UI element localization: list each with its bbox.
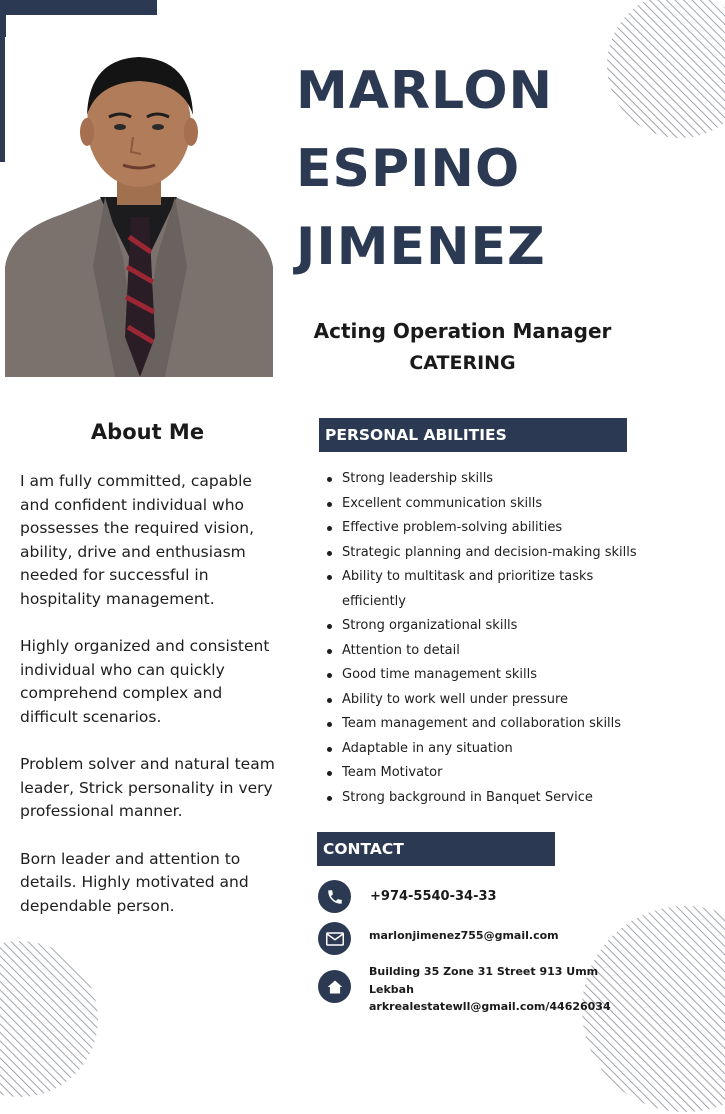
ability-item: Team Motivator (326, 761, 721, 786)
home-icon (318, 970, 351, 1003)
ability-item: Strong organizational skills (326, 614, 721, 639)
address-email: arkrealestatewll@gmail.com/44626034 (369, 1000, 611, 1013)
ability-item: Effective problem-solving abilities (326, 516, 721, 541)
ability-item: Strategic planning and decision-making skills (326, 541, 721, 566)
ability-item: Adaptable in any situation (326, 737, 721, 762)
job-title: Acting Operation Manager (313, 319, 612, 343)
about-heading: About Me (90, 420, 205, 444)
ability-item: Team management and collaboration skills (326, 712, 721, 737)
ability-item: Excellent communication skills (326, 492, 721, 517)
job-department: CATERING (409, 352, 516, 374)
address (369, 963, 609, 1016)
email-address: marlonjimenez755@gmail.com (369, 929, 559, 942)
abilities-list (326, 467, 721, 810)
hatched-circle-decoration (605, 0, 725, 140)
ability-item: Ability to work well under pressure (326, 688, 721, 713)
about-paragraph: I am fully committed, capable and confident individual who possesses the required vision, ability, drive and enthusiasm needed for successful in hospitality management. (20, 472, 255, 608)
person-illustration (5, 37, 273, 377)
corner-accent-top (0, 0, 157, 15)
name-line-1: MARLON (296, 61, 554, 121)
profile-photo (5, 37, 273, 377)
ability-item: Ability to multitask and prioritize tasks efficiently (326, 565, 642, 614)
email-icon (318, 922, 351, 955)
ability-item: Good time management skills (326, 663, 721, 688)
job-role (300, 315, 625, 379)
phone-icon (318, 880, 351, 913)
address-line: Building 35 Zone 31 Street 913 Umm Lekbah (369, 965, 599, 996)
about-paragraph: Born leader and attention to details. Highly motivated and dependable person. (20, 849, 249, 915)
name-line-3: JIMENEZ (296, 217, 546, 277)
ability-item: Attention to detail (326, 639, 721, 664)
ability-item: Strong background in Banquet Service (326, 786, 721, 811)
name-line-2: ESPINO (296, 139, 521, 199)
about-paragraph: Highly organized and consistent individual who can quickly comprehend complex and difficult scenarios. (20, 637, 270, 726)
phone-number: +974-5540-34-33 (370, 889, 497, 904)
candidate-name (296, 52, 553, 286)
abilities-heading: PERSONAL ABILITIES (319, 418, 627, 452)
about-section (20, 470, 285, 942)
hatched-circle-decoration (0, 939, 100, 1099)
about-paragraph: Problem solver and natural team leader, Strick personality in very professional manner. (20, 755, 275, 821)
ability-item: Strong leadership skills (326, 467, 721, 492)
contact-heading: CONTACT (317, 832, 555, 866)
